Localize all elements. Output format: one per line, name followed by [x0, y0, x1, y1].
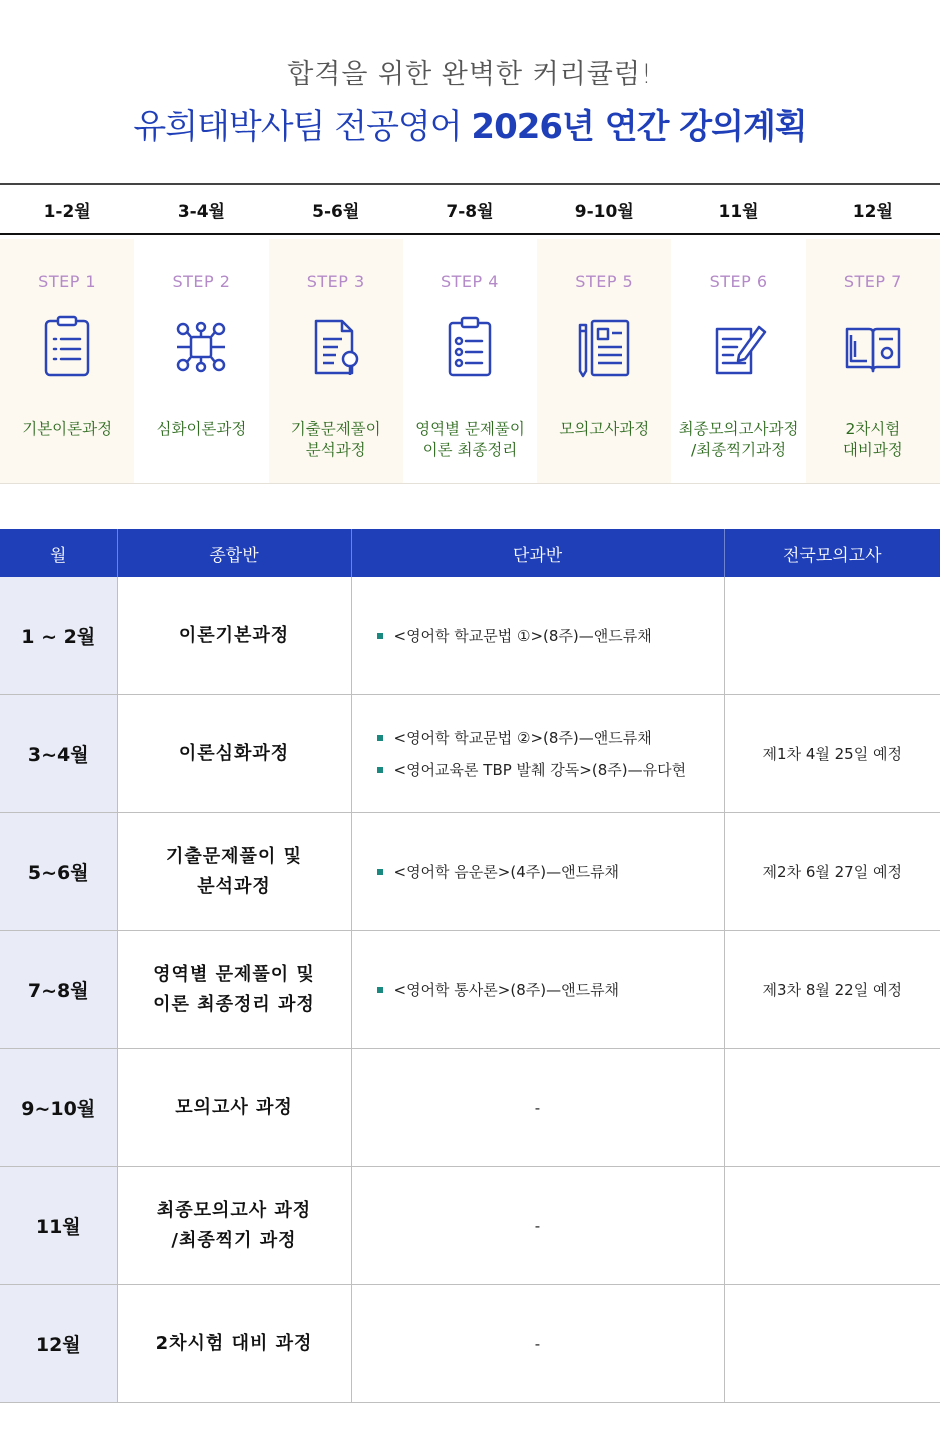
step-name	[537, 419, 671, 440]
schedule-table	[0, 529, 940, 1403]
course-line: 이론기본과정	[178, 624, 290, 646]
table-row	[0, 1285, 940, 1403]
single-item: <영어학 학교문법 ①>(8주)—앤드류채	[377, 620, 723, 652]
row-month: 9~10월	[0, 1049, 117, 1167]
row-mock	[724, 1049, 940, 1167]
row-month: 1 ~ 2월	[0, 577, 117, 695]
step-label: STEP 4	[441, 272, 499, 291]
step-label: STEP 7	[843, 272, 902, 291]
step-name	[134, 419, 268, 440]
step-2	[134, 239, 268, 483]
pencil-paper-icon	[576, 315, 632, 379]
step-name-line: 대비과정	[842, 441, 903, 459]
step-label: STEP 3	[306, 272, 365, 291]
single-item: <영어교육론 TBP 발췌 강독>(8주)—유다현	[377, 754, 723, 786]
network-icon	[173, 315, 229, 379]
page-title-light: 유희태박사팀 전공영어	[133, 107, 472, 147]
step-name-line: /최종찍기과정	[691, 441, 787, 459]
row-single: -	[351, 1049, 724, 1167]
single-list	[353, 620, 723, 652]
header-course: 종합반	[117, 529, 351, 577]
single-item: <영어학 통사론>(8주)—앤드류채	[377, 974, 723, 1006]
course-line: 2차시험 대비 과정	[155, 1332, 313, 1354]
document-search-icon	[308, 315, 364, 379]
month-cell: 5-6월	[312, 201, 360, 222]
step-name	[269, 419, 403, 461]
month-cell: 12월	[852, 201, 893, 222]
row-month: 3~4월	[0, 695, 117, 813]
row-course	[117, 931, 351, 1049]
step-label: STEP 6	[709, 272, 768, 291]
row-mock: 제1차 4월 25일 예정	[724, 695, 940, 813]
header-mock: 전국모의고사	[724, 529, 940, 577]
table-row	[0, 1167, 940, 1285]
step-name-line: 분석과정	[305, 441, 366, 459]
months-bar	[0, 183, 940, 235]
course-line: 최종모의고사 과정	[156, 1199, 312, 1221]
table-row	[0, 813, 940, 931]
row-mock	[724, 577, 940, 695]
row-mock	[724, 1285, 940, 1403]
table-row	[0, 931, 940, 1049]
book-icon	[845, 315, 901, 379]
page-title-bold: 2026년 연간 강의계획	[471, 107, 807, 147]
month-cell: 7-8월	[446, 201, 494, 222]
single-item: <영어학 음운론>(4주)—앤드류채	[377, 856, 723, 888]
step-3	[269, 239, 403, 483]
row-single	[351, 577, 724, 695]
row-course	[117, 1285, 351, 1403]
step-name-line: 영역별 문제풀이	[415, 420, 525, 438]
clipboard-icon	[442, 315, 498, 379]
step-name	[806, 419, 940, 461]
page-subtitle: 합격을 위한 완벽한 커리큘럼!	[287, 59, 653, 90]
course-line: 이론심화과정	[178, 742, 290, 764]
month-cell: 9-10월	[574, 201, 634, 222]
step-name-line: 모의고사과정	[559, 420, 650, 438]
row-month: 11월	[0, 1167, 117, 1285]
steps-row	[0, 239, 940, 484]
row-mock	[724, 1167, 940, 1285]
single-item: <영어학 학교문법 ②>(8주)—앤드류채	[377, 722, 723, 754]
step-4	[403, 239, 537, 483]
page-title	[0, 99, 940, 148]
step-name-line: 기출문제풀이	[290, 420, 381, 438]
table-row	[0, 1049, 940, 1167]
row-single	[351, 931, 724, 1049]
row-course	[117, 577, 351, 695]
step-6	[671, 239, 805, 483]
row-course	[117, 1049, 351, 1167]
header-month: 월	[0, 529, 117, 577]
month-cell: 1-2월	[43, 201, 91, 222]
row-month: 7~8월	[0, 931, 117, 1049]
row-mock: 제2차 6월 27일 예정	[724, 813, 940, 931]
table-row	[0, 577, 940, 695]
step-7	[806, 239, 940, 483]
step-label: STEP 5	[575, 272, 634, 291]
step-name-line: 기본이론과정	[22, 420, 113, 438]
course-line: 모의고사 과정	[175, 1096, 293, 1118]
single-list	[353, 722, 723, 786]
checklist-icon	[39, 315, 95, 379]
row-course	[117, 813, 351, 931]
header-single: 단과반	[351, 529, 724, 577]
step-name	[0, 419, 134, 440]
step-name-line: 이론 최종정리	[422, 441, 518, 459]
course-line: 기출문제풀이 및	[166, 845, 302, 867]
step-name	[671, 419, 805, 461]
table-row	[0, 695, 940, 813]
step-name-line: 심화이론과정	[156, 420, 247, 438]
row-single: -	[351, 1167, 724, 1285]
single-list	[353, 856, 723, 888]
step-label: STEP 1	[38, 272, 97, 291]
row-single: -	[351, 1285, 724, 1403]
step-5	[537, 239, 671, 483]
row-single	[351, 695, 724, 813]
step-1	[0, 239, 134, 483]
writing-icon	[711, 315, 767, 379]
single-list	[353, 974, 723, 1006]
step-name-line: 2차시험	[845, 420, 901, 438]
page-header	[0, 0, 940, 148]
row-month: 12월	[0, 1285, 117, 1403]
row-course	[117, 1167, 351, 1285]
row-month: 5~6월	[0, 813, 117, 931]
row-mock: 제3차 8월 22일 예정	[724, 931, 940, 1049]
step-name-line: 최종모의고사과정	[678, 420, 799, 438]
table-header-row	[0, 529, 940, 577]
course-line: 영역별 문제풀이 및	[153, 963, 315, 985]
course-line: 이론 최종정리 과정	[153, 993, 315, 1015]
month-cell: 3-4월	[177, 201, 225, 222]
course-line: 분석과정	[197, 875, 271, 897]
step-name	[403, 419, 537, 461]
step-label: STEP 2	[172, 272, 231, 291]
month-cell: 11월	[718, 201, 759, 222]
course-line: /최종찍기 과정	[171, 1229, 297, 1251]
row-course	[117, 695, 351, 813]
row-single	[351, 813, 724, 931]
